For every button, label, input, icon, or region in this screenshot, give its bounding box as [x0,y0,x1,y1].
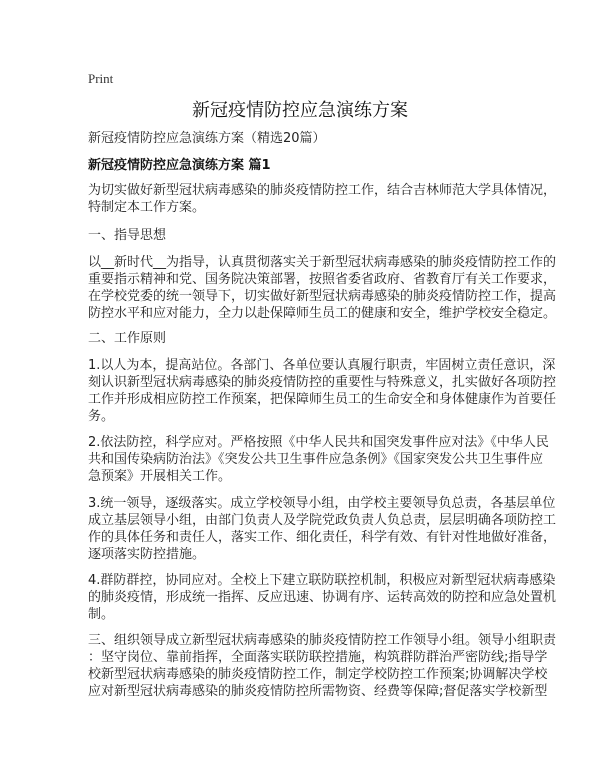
paragraph-line: 2.依法防控，科学应对。严格按照《中华人民共和国突发事件应对法》《中华人民 [88,435,549,450]
paragraph-line: 重要指示精神和党、国务院决策部署，按照省委省政府、省教育厅有关工作要求， [88,272,557,287]
paragraph-line: 共和国传染病防治法》《突发公共卫生事件应急条例》《国家突发公共卫生事件应 [88,452,544,467]
paragraph-line: 急预案》开展相关工作。 [88,469,232,484]
paragraph [88,495,556,563]
paragraph-line: 3.统一领导，逐级落实。成立学校领导小组，由学校主要领导负总责，各基层单位 [88,496,556,511]
paragraph [88,572,556,623]
paragraph-line: 为切实做好新型冠状病毒感染的肺炎疫情防控工作，结合吉林师范大学具体情况， [88,183,557,198]
paragraph-line: 逐项落实防控措施。 [88,547,206,562]
paragraph-line: 1.以人为本，提高站位。各部门、各单位要认真履行职责，牢固树立责任意识，深 [88,358,556,373]
paragraph-line: 成立基层领导小组，由部门负责人及学院党政负责人负总责，层层明确各项防控工 [88,513,557,528]
paragraph-line: ：坚守岗位、靠前指挥，全面落实联防联控措施，构筑群防群治严密防线;指导学 [88,650,548,665]
paragraph-line: 务。 [88,409,115,424]
paragraph-line: 的肺炎疫情，形成统一指挥、反应迅速、协调有序、运转高效的防控和应急处置机 [88,590,557,605]
paragraph-line: 刻认识新型冠状病毒感染的肺炎疫情防控的重要性与特殊意义，扎实做好各项防控 [88,375,557,390]
paragraph-line: 制。 [88,607,115,622]
paragraph-line: 4.群防群控，协同应对。全校上下建立联防联控机制，积极应对新型冠状病毒感染 [88,573,556,588]
document-subtitle: 新冠疫情防控应急演练方案（精选20篇） [88,131,326,146]
paragraph [88,254,556,322]
print-link[interactable]: Print [88,71,114,86]
paragraph-line: 二、工作原则 [88,331,167,346]
paragraph-line: 在学校党委的统一领导下，切实做好新型冠状病毒感染的肺炎疫情防控工作，提高 [88,289,557,304]
paragraph-line: 防控水平和应对能力，全力以赴保障师生员工的健康和安全，维护学校安全稳定。 [88,306,557,321]
section-heading: 新冠疫情防控应急演练方案 篇1 [88,158,271,173]
paragraph [88,357,556,425]
paragraph-line: 以__新时代__为指导，认真贯彻落实关于新型冠状病毒感染的肺炎疫情防控工作的 [88,255,557,270]
paragraph-line: 工作并形成相应防控工作预案，把保障师生员工的生命安全和身体健康作为首要任 [88,392,557,407]
section-heading-text [88,330,166,347]
paragraph [88,182,556,216]
section-heading-text [88,227,166,244]
paragraph [88,434,549,485]
paragraph [88,632,556,700]
paragraph-line: 特制定本工作方案。 [88,200,206,215]
paragraph-line: 校新型冠状病毒感染的肺炎疫情防控工作，制定学校防控工作预案;协调解决学校 [88,667,548,682]
paragraph-line: 应对新型冠状病毒感染的肺炎疫情防控所需物资、经费等保障;督促落实学校新型 [88,684,548,699]
paragraph-line: 作的具体任务和责任人，落实工作、细化责任，科学有效、有针对性地做好准备， [88,530,557,545]
page-title: 新冠疫情防控应急演练方案 [192,100,408,121]
paragraph-line: 一、指导思想 [88,228,167,243]
paragraph-line: 三、组织领导成立新型冠状病毒感染的肺炎疫情防控工作领导小组。领导小组职责 [88,633,557,648]
